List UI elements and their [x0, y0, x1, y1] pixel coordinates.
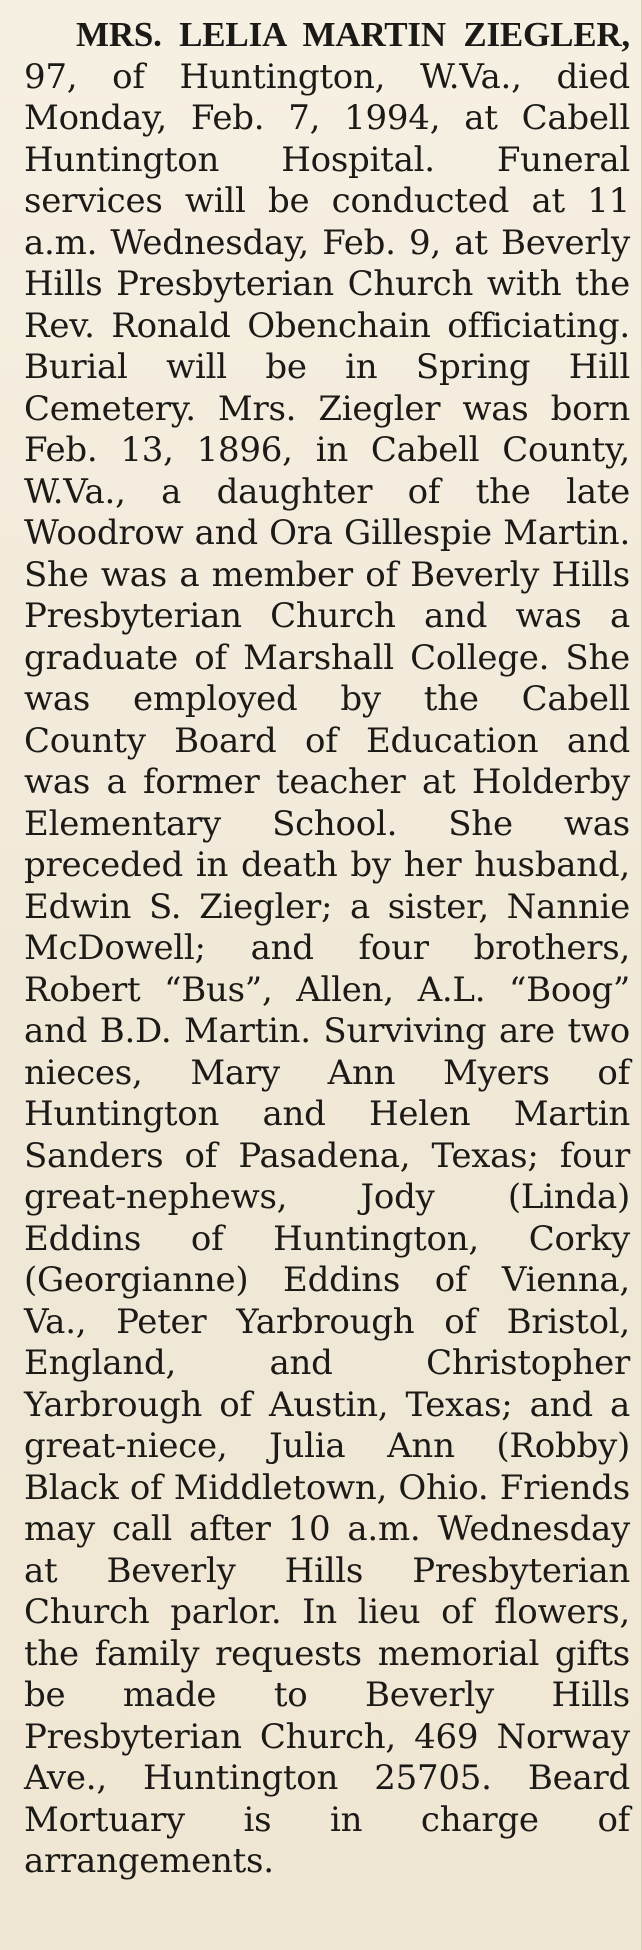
- obituary-body: 97, of Huntington, W.Va., died Monday, Feb. 7, 1994, at Cabell Huntington Hospital. Funeral services will be conducted at 11 a.m. Wednesday, Feb. 9, at Beverly Hills Presbyterian Church with the Rev. Ronald Obenchain officiating. Burial will be in Spring Hill Cemetery. Mrs. Ziegler was born Feb. 13, 1896, in Cabell County, W.Va., a daughter of the late Woodrow and Ora Gillespie Martin. She was a member of Beverly Hills Presbyterian Church and was a graduate of Marshall College. She was employed by the Cabell County Board of Education and was a former teacher at Holderby Elementary School. She was preceded in death by her husband, Edwin S. Ziegler; a sister, Nannie McDowell; and four brothers, Robert “Bus”, Allen, A.L. “Boog” and B.D. Martin. Surviving are two nieces, Mary Ann Myers of Huntington and Helen Martin Sanders of Pasadena, Texas; four great-nephews, Jody (Linda) Eddins of Huntington, Corky (Georgianne) Eddins of Vienna, Va., Peter Yarbrough of Bristol, England, and Christopher Yarbrough of Austin, Texas; and a great-niece, Julia Ann (Robby) Black of Middletown, Ohio. Friends may call after 10 a.m. Wednesday at Beverly Hills Presbyterian Church parlor. In lieu of flowers, the family requests memorial gifts be made to Beverly Hills Presbyterian Church, 469 Norway Ave., Huntington 25705. Beard Mortuary is in charge of arrangements.: [24, 56, 630, 1881]
- obituary-text: [24, 14, 630, 1883]
- obituary-name: MRS. LELIA MARTIN ZIEGLER,: [76, 15, 630, 54]
